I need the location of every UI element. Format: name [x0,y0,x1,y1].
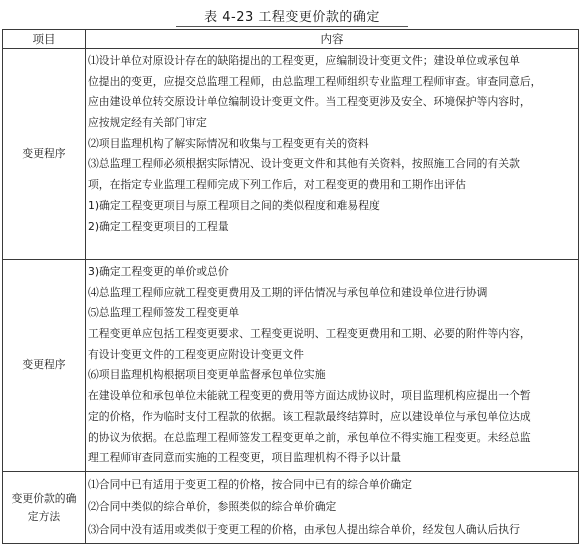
header-content: 内容 [86,30,579,49]
content-line: ⑵项目监理机构了解实际情况和收集与工程变更有关的资料 [88,136,369,150]
price-change-table [2,29,579,544]
content-line: 2)确定工程变更项目的工程量 [88,219,229,233]
content-line: 应由建设单位转交原设计单位编制设计变更文件。当工程变更涉及安全、环境保护等内容时， [88,95,531,109]
table-header-row [3,30,579,49]
row-label-text: 变更程序 [22,147,66,160]
row-label-text: 变更价款的确定方法 [11,491,77,523]
table-title: 表 4-23 工程变更价款的确定 [204,10,380,25]
content-line: ⑶合同中没有适用或类似于变更工程的价格，由承包人提出综合单价，经发包人确认后执行 [88,522,520,536]
content-line: 位提出的变更，应提交总监理工程师，由总监理工程师组织专业监理工程师审查。审查同意后， [88,74,542,88]
row-label-text: 变更程序 [22,358,66,372]
content-line: 有设计变更文件的工程变更应附设计变更文件 [88,347,304,361]
content-line: 工程变更单应包括工程变更要求、工程变更说明、工程变更费用和工期、必要的附件等内容， [88,327,531,341]
content-line: 理工程师审查同意而实施的工程变更，项目监理机构不得予以计量 [88,451,402,465]
row-label [3,471,86,544]
row-content [86,471,579,544]
content-line: ⑹项目监理机构根据项目变更单监督承包单位实施 [88,368,326,382]
content-line: 1)确定工程变更项目与原工程项目之间的类似程度和难易程度 [88,198,380,212]
row-label [3,49,86,260]
content-line: ⑸总监理工程师签发工程变更单 [88,306,240,320]
content-line: ⑴合同中已有适用于变更工程的价格，按合同中已有的综合单价确定 [88,477,412,491]
row-content [86,49,579,260]
content-line: 3)确定工程变更的单价或总价 [88,265,229,278]
content-line: ⑷总监理工程师应就工程变更费用及工期的评估情况与承包单位和建设单位进行协调 [88,285,488,299]
content-line: ⑴设计单位对原设计存在的缺陷提出的工程变更，应编制设计变更文件；建设单位或承包单 [88,54,520,67]
content-line: ⑶总监理工程师必须根据实际情况、设计变更文件和其他有关资料，按照施工合同的有关款 [88,157,520,171]
title-underline [176,26,408,27]
row-content [86,260,579,472]
content-line: 项，在指定专业监理工程师完成下列工作后，对工程变更的费用和工期作出评估 [88,178,466,192]
table-row [3,49,579,260]
table-row [3,471,579,544]
content-line: 在建设单位和承包单位未能就工程变更的费用等方面达成协议时，项目监理机构应提出一个暂 [88,389,531,403]
header-item: 项目 [3,30,86,49]
content-line: ⑵合同中类似的综合单价，参照类似的综合单价确定 [88,500,337,514]
table-row [3,260,579,472]
row-label [3,260,86,472]
content-line: 的协议为依据。在总监理工程师签发工程变更单之前，承包单位不得实施工程变更。未经总监 [88,430,531,444]
content-line: 应按规定经有关部门审定 [88,116,207,130]
content-line: 定的价格，作为临时支付工程款的依据。该工程款最终结算时，应以建设单位与承包单位达成 [88,409,531,423]
